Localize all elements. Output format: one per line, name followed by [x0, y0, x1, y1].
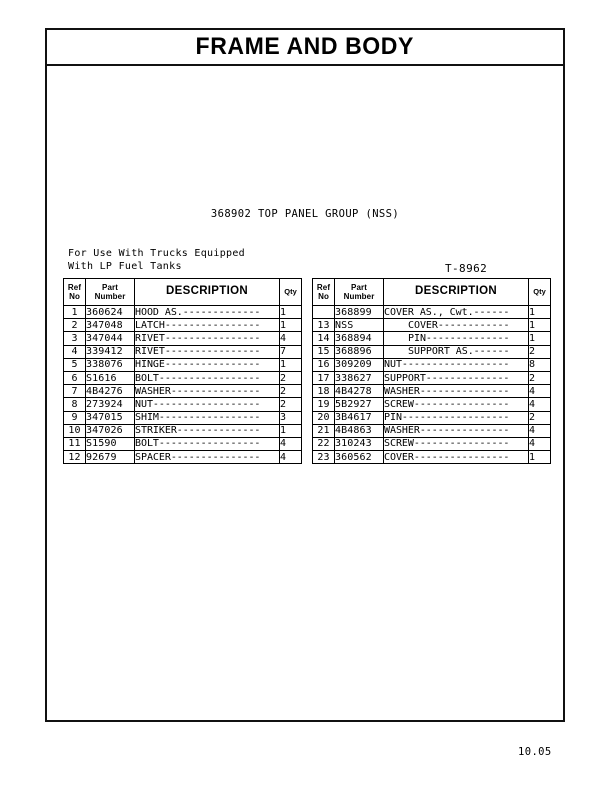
cell-description: SUPPORT AS.------ — [384, 345, 529, 358]
cell-qty: 1 — [280, 424, 302, 437]
cell-qty: 1 — [529, 451, 551, 464]
cell-ref-no: 3 — [64, 332, 86, 345]
cell-part-number: 347015 — [86, 411, 135, 424]
cell-part-number: 310243 — [335, 437, 384, 450]
cell-qty: 2 — [529, 345, 551, 358]
cell-part-number: 309209 — [335, 358, 384, 371]
cell-ref-no: 4 — [64, 345, 86, 358]
cell-part-number: 339412 — [86, 345, 135, 358]
cell-ref-no: 5 — [64, 358, 86, 371]
table-row — [64, 371, 302, 384]
cell-qty: 1 — [529, 306, 551, 319]
cell-ref-no: 9 — [64, 411, 86, 424]
cell-qty: 4 — [529, 437, 551, 450]
figure-reference: T-8962 — [445, 262, 488, 275]
cell-ref-no: 2 — [64, 319, 86, 332]
cell-qty: 1 — [280, 358, 302, 371]
cell-description: BOLT----------------- — [135, 371, 280, 384]
cell-qty: 2 — [280, 385, 302, 398]
cell-ref-no: 20 — [313, 411, 335, 424]
cell-description: COVER---------------- — [384, 451, 529, 464]
table-row — [313, 437, 551, 450]
cell-qty: 2 — [529, 371, 551, 384]
table-row — [64, 358, 302, 371]
cell-part-number: 4B4863 — [335, 424, 384, 437]
column-header-qty: Qty — [529, 279, 551, 306]
table-row — [64, 411, 302, 424]
usage-note — [68, 248, 245, 273]
part-header-line-2: Number — [343, 292, 375, 301]
cell-ref-no: 1 — [64, 306, 86, 319]
table-row — [313, 451, 551, 464]
cell-part-number: 92679 — [86, 451, 135, 464]
part-header-line-2: Number — [94, 292, 126, 301]
cell-qty: 4 — [280, 332, 302, 345]
cell-part-number: 347044 — [86, 332, 135, 345]
usage-note-line-1: For Use With Trucks Equipped — [68, 248, 245, 259]
cell-description: WASHER--------------- — [384, 424, 529, 437]
cell-qty: 2 — [280, 371, 302, 384]
cell-qty: 1 — [529, 319, 551, 332]
column-header-description: DESCRIPTION — [384, 279, 529, 306]
cell-description: SCREW---------------- — [384, 398, 529, 411]
cell-ref-no: 7 — [64, 385, 86, 398]
cell-part-number: 368899 — [335, 306, 384, 319]
cell-description: PIN------------------ — [384, 411, 529, 424]
cell-description: BOLT----------------- — [135, 437, 280, 450]
cell-description: WASHER--------------- — [135, 385, 280, 398]
ref-header-line-1: Ref — [316, 282, 331, 292]
cell-description: WASHER--------------- — [384, 385, 529, 398]
table-row — [64, 398, 302, 411]
table-row — [313, 319, 551, 332]
table-row — [64, 332, 302, 345]
page-title: FRAME AND BODY — [195, 33, 415, 60]
cell-part-number: 347048 — [86, 319, 135, 332]
cell-ref-no: 22 — [313, 437, 335, 450]
table-row — [313, 371, 551, 384]
cell-part-number: 360624 — [86, 306, 135, 319]
cell-ref-no: 6 — [64, 371, 86, 384]
ref-header-line-2: No — [318, 292, 329, 301]
cell-qty: 1 — [280, 306, 302, 319]
right-table-body — [313, 306, 551, 464]
cell-ref-no: 21 — [313, 424, 335, 437]
left-parts-table — [63, 278, 302, 464]
cell-part-number: 3B4617 — [335, 411, 384, 424]
table-row — [313, 306, 551, 319]
cell-description: HINGE---------------- — [135, 358, 280, 371]
left-parts-table-container — [63, 278, 302, 464]
table-row — [313, 424, 551, 437]
cell-ref-no: 15 — [313, 345, 335, 358]
cell-ref-no: 23 — [313, 451, 335, 464]
cell-description: SHIM----------------- — [135, 411, 280, 424]
table-row — [313, 345, 551, 358]
table-header-row — [64, 279, 302, 306]
cell-ref-no: 14 — [313, 332, 335, 345]
page-title-band — [47, 30, 563, 66]
cell-ref-no: 8 — [64, 398, 86, 411]
cell-qty: 4 — [529, 424, 551, 437]
cell-qty: 3 — [280, 411, 302, 424]
table-row — [64, 319, 302, 332]
cell-description: LATCH---------------- — [135, 319, 280, 332]
cell-part-number: 368894 — [335, 332, 384, 345]
table-row — [313, 398, 551, 411]
cell-part-number: NSS — [335, 319, 384, 332]
column-header-qty: Qty — [280, 279, 302, 306]
cell-part-number: 338627 — [335, 371, 384, 384]
cell-description: HOOD AS.------------- — [135, 306, 280, 319]
table-row — [64, 345, 302, 358]
cell-qty: 4 — [280, 437, 302, 450]
cell-part-number: 347026 — [86, 424, 135, 437]
table-row — [64, 451, 302, 464]
table-row — [313, 385, 551, 398]
cell-part-number: S1616 — [86, 371, 135, 384]
column-header-description: DESCRIPTION — [135, 279, 280, 306]
table-row — [313, 332, 551, 345]
group-heading: 368902 TOP PANEL GROUP (NSS) — [210, 208, 400, 220]
cell-description: STRIKER-------------- — [135, 424, 280, 437]
cell-description: NUT------------------ — [135, 398, 280, 411]
cell-qty: 4 — [529, 385, 551, 398]
cell-part-number: 273924 — [86, 398, 135, 411]
cell-description: COVER------------ — [384, 319, 529, 332]
usage-note-line-2: With LP Fuel Tanks — [68, 260, 182, 272]
cell-part-number: 360562 — [335, 451, 384, 464]
column-header-ref-no — [64, 279, 86, 306]
cell-qty: 1 — [529, 332, 551, 345]
cell-description: SCREW---------------- — [384, 437, 529, 450]
table-row — [313, 411, 551, 424]
table-header-row — [313, 279, 551, 306]
cell-part-number: S1590 — [86, 437, 135, 450]
cell-qty: 2 — [529, 411, 551, 424]
cell-description: COVER AS., Cwt.------ — [384, 306, 529, 319]
cell-ref-no: 11 — [64, 437, 86, 450]
cell-description: RIVET---------------- — [135, 345, 280, 358]
left-table-header — [64, 279, 302, 306]
table-row — [64, 424, 302, 437]
cell-qty: 7 — [280, 345, 302, 358]
column-header-part-number — [335, 279, 384, 306]
cell-qty: 4 — [529, 398, 551, 411]
left-table-body — [64, 306, 302, 464]
cell-qty: 1 — [280, 319, 302, 332]
part-header-line-1: Part — [351, 282, 367, 292]
column-header-part-number — [86, 279, 135, 306]
cell-description: RIVET---------------- — [135, 332, 280, 345]
cell-qty: 2 — [280, 398, 302, 411]
cell-part-number: 368896 — [335, 345, 384, 358]
right-table-header — [313, 279, 551, 306]
cell-description: NUT------------------ — [384, 358, 529, 371]
right-parts-table-container — [312, 278, 551, 464]
cell-ref-no: 12 — [64, 451, 86, 464]
ref-header-line-2: No — [69, 292, 80, 301]
cell-description: SUPPORT-------------- — [384, 371, 529, 384]
table-row — [64, 437, 302, 450]
cell-part-number: 4B4278 — [335, 385, 384, 398]
cell-part-number: 5B2927 — [335, 398, 384, 411]
column-header-ref-no — [313, 279, 335, 306]
table-row — [313, 358, 551, 371]
cell-ref-no: 16 — [313, 358, 335, 371]
part-header-line-1: Part — [102, 282, 118, 292]
cell-ref-no: 19 — [313, 398, 335, 411]
cell-ref-no: 10 — [64, 424, 86, 437]
page-border-frame — [45, 28, 565, 722]
cell-part-number: 4B4276 — [86, 385, 135, 398]
cell-ref-no: 18 — [313, 385, 335, 398]
cell-description: SPACER--------------- — [135, 451, 280, 464]
table-row — [64, 306, 302, 319]
table-row — [64, 385, 302, 398]
page-number: 10.05 — [518, 746, 552, 758]
right-parts-table — [312, 278, 551, 464]
cell-ref-no — [313, 306, 335, 319]
cell-ref-no: 13 — [313, 319, 335, 332]
cell-part-number: 338076 — [86, 358, 135, 371]
cell-qty: 8 — [529, 358, 551, 371]
cell-ref-no: 17 — [313, 371, 335, 384]
ref-header-line-1: Ref — [67, 282, 82, 292]
cell-qty: 4 — [280, 451, 302, 464]
cell-description: PIN-------------- — [384, 332, 529, 345]
